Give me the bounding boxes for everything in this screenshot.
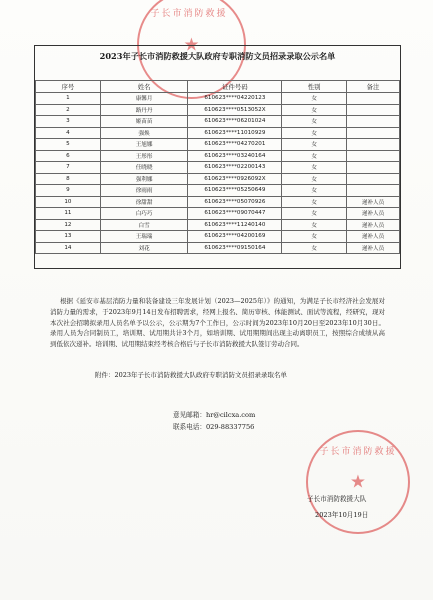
cell-gender: 女 bbox=[282, 242, 347, 254]
cell-name: 姬苗苗 bbox=[100, 116, 188, 128]
roster-frame bbox=[34, 45, 401, 269]
cell-remark bbox=[347, 127, 400, 139]
roster-table bbox=[35, 80, 400, 254]
contact-phone: 联系电话：029-88337756 bbox=[173, 423, 255, 431]
table-row bbox=[36, 219, 400, 231]
cell-index: 7 bbox=[36, 162, 101, 174]
table-row bbox=[36, 208, 400, 220]
header-gender: 性别 bbox=[282, 81, 347, 93]
cell-remark bbox=[347, 173, 400, 185]
cell-gender: 女 bbox=[282, 139, 347, 151]
header-id-number: 证件号码 bbox=[188, 81, 282, 93]
feedback-email[interactable]: 意见邮箱：hr@cilcxa.com bbox=[173, 411, 256, 419]
cell-name: 强利娜 bbox=[100, 173, 188, 185]
header-remark: 备注 bbox=[347, 81, 400, 93]
cell-name: 白雪 bbox=[100, 219, 188, 231]
cell-gender: 女 bbox=[282, 127, 347, 139]
cell-remark bbox=[347, 93, 400, 105]
cell-index: 2 bbox=[36, 104, 101, 116]
seal-top-text: 子长市消防救援 bbox=[150, 9, 228, 19]
cell-id-number: 610623****04200169 bbox=[188, 231, 282, 243]
table-row bbox=[36, 127, 400, 139]
star-icon: ★ bbox=[349, 471, 367, 493]
header-index: 序号 bbox=[36, 81, 101, 93]
cell-gender: 女 bbox=[282, 173, 347, 185]
cell-id-number: 610623****0513052X bbox=[188, 104, 282, 116]
cell-index: 5 bbox=[36, 139, 101, 151]
cell-name: 路丹丹 bbox=[100, 104, 188, 116]
cell-remark: 递补人员 bbox=[347, 231, 400, 243]
cell-remark bbox=[347, 104, 400, 116]
cell-id-number: 610623****02200143 bbox=[188, 162, 282, 174]
cell-index: 9 bbox=[36, 185, 101, 197]
cell-gender: 女 bbox=[282, 150, 347, 162]
cell-index: 10 bbox=[36, 196, 101, 208]
cell-name: 徐甜甜 bbox=[100, 196, 188, 208]
table-row bbox=[36, 173, 400, 185]
issuing-organization: 子长市消防救援大队 bbox=[307, 495, 367, 503]
cell-gender: 女 bbox=[282, 231, 347, 243]
cell-name: 刘花 bbox=[100, 242, 188, 254]
cell-gender: 女 bbox=[282, 104, 347, 116]
cell-gender: 女 bbox=[282, 208, 347, 220]
header-name: 姓名 bbox=[100, 81, 188, 93]
cell-id-number: 610623****09070447 bbox=[188, 208, 282, 220]
cell-remark: 递补人员 bbox=[347, 208, 400, 220]
cell-id-number: 610623****06201024 bbox=[188, 116, 282, 128]
issue-date: 2023年10月19日 bbox=[315, 511, 369, 519]
cell-id-number: 610623****05070926 bbox=[188, 196, 282, 208]
cell-id-number: 610623****11240140 bbox=[188, 219, 282, 231]
cell-index: 4 bbox=[36, 127, 101, 139]
table-row bbox=[36, 231, 400, 243]
table-row bbox=[36, 150, 400, 162]
cell-index: 8 bbox=[36, 173, 101, 185]
cell-name: 康馨月 bbox=[100, 93, 188, 105]
table-row bbox=[36, 93, 400, 105]
cell-name: 王旭娜 bbox=[100, 139, 188, 151]
cell-name: 强焕 bbox=[100, 127, 188, 139]
cell-name: 白巧巧 bbox=[100, 208, 188, 220]
table-row bbox=[36, 116, 400, 128]
cell-gender: 女 bbox=[282, 162, 347, 174]
cell-remark: 递补人员 bbox=[347, 196, 400, 208]
cell-index: 14 bbox=[36, 242, 101, 254]
cell-id-number: 610623****03240164 bbox=[188, 150, 282, 162]
table-row bbox=[36, 104, 400, 116]
cell-remark bbox=[347, 162, 400, 174]
cell-index: 3 bbox=[36, 116, 101, 128]
cell-gender: 女 bbox=[282, 185, 347, 197]
cell-id-number: 610623****0926092X bbox=[188, 173, 282, 185]
cell-remark: 递补人员 bbox=[347, 242, 400, 254]
cell-remark: 递补人员 bbox=[347, 219, 400, 231]
cell-name: 王彤彤 bbox=[100, 150, 188, 162]
cell-gender: 女 bbox=[282, 196, 347, 208]
table-row bbox=[36, 162, 400, 174]
cell-gender: 女 bbox=[282, 116, 347, 128]
cell-id-number: 610623****09150164 bbox=[188, 242, 282, 254]
table-header-row bbox=[36, 81, 400, 93]
cell-id-number: 610623****04220123 bbox=[188, 93, 282, 105]
seal-bottom-text: 子长市消防救援 bbox=[319, 447, 397, 457]
star-icon: ★ bbox=[183, 34, 200, 55]
cell-remark bbox=[347, 116, 400, 128]
cell-gender: 女 bbox=[282, 219, 347, 231]
cell-index: 13 bbox=[36, 231, 101, 243]
cell-index: 6 bbox=[36, 150, 101, 162]
document-title: 2023年子长市消防救援大队政府专职消防文员招录录取公示名单 bbox=[99, 51, 336, 61]
table-row bbox=[36, 139, 400, 151]
cell-id-number: 610623****05250649 bbox=[188, 185, 282, 197]
roster-body bbox=[36, 93, 400, 254]
announcement-paragraph: 根据《延安市基层消防力量和装备建设三年发展计划（2023—2025年）》的通知，为满足子长市经济社会发展对消防力量的需求，于2023年9月14日发布招聘需求，经网上报名、简历审核、体能测试、面试等流程，经研究，现对本次社会招聘拟录用人员名单予以公示，公示期为7个工作日，公示时间为2023年10月20日至2023年10月30日。录用人员为合同制员工，培训期、试用期共计3个月，如培训期、试用期期间出现主动离职员工，按照综合成绩从高到低依次递补。培训期、试用期结束经考核合格后与子长市消防救援大队签订劳动合同。 bbox=[50, 297, 385, 349]
cell-id-number: 610623****04270201 bbox=[188, 139, 282, 151]
cell-name: 王瑞瑞 bbox=[100, 231, 188, 243]
cell-remark bbox=[347, 139, 400, 151]
table-row bbox=[36, 185, 400, 197]
cell-name: 徐雨雨 bbox=[100, 185, 188, 197]
table-row bbox=[36, 196, 400, 208]
cell-remark bbox=[347, 185, 400, 197]
attachment-line: 附件：2023年子长市消防救援大队政府专职消防文员招录录取名单 bbox=[95, 371, 288, 379]
cell-gender: 女 bbox=[282, 93, 347, 105]
cell-remark bbox=[347, 150, 400, 162]
cell-index: 12 bbox=[36, 219, 101, 231]
cell-name: 任晓晓 bbox=[100, 162, 188, 174]
table-row bbox=[36, 242, 400, 254]
cell-id-number: 610623****11010929 bbox=[188, 127, 282, 139]
cell-index: 1 bbox=[36, 93, 101, 105]
cell-index: 11 bbox=[36, 208, 101, 220]
